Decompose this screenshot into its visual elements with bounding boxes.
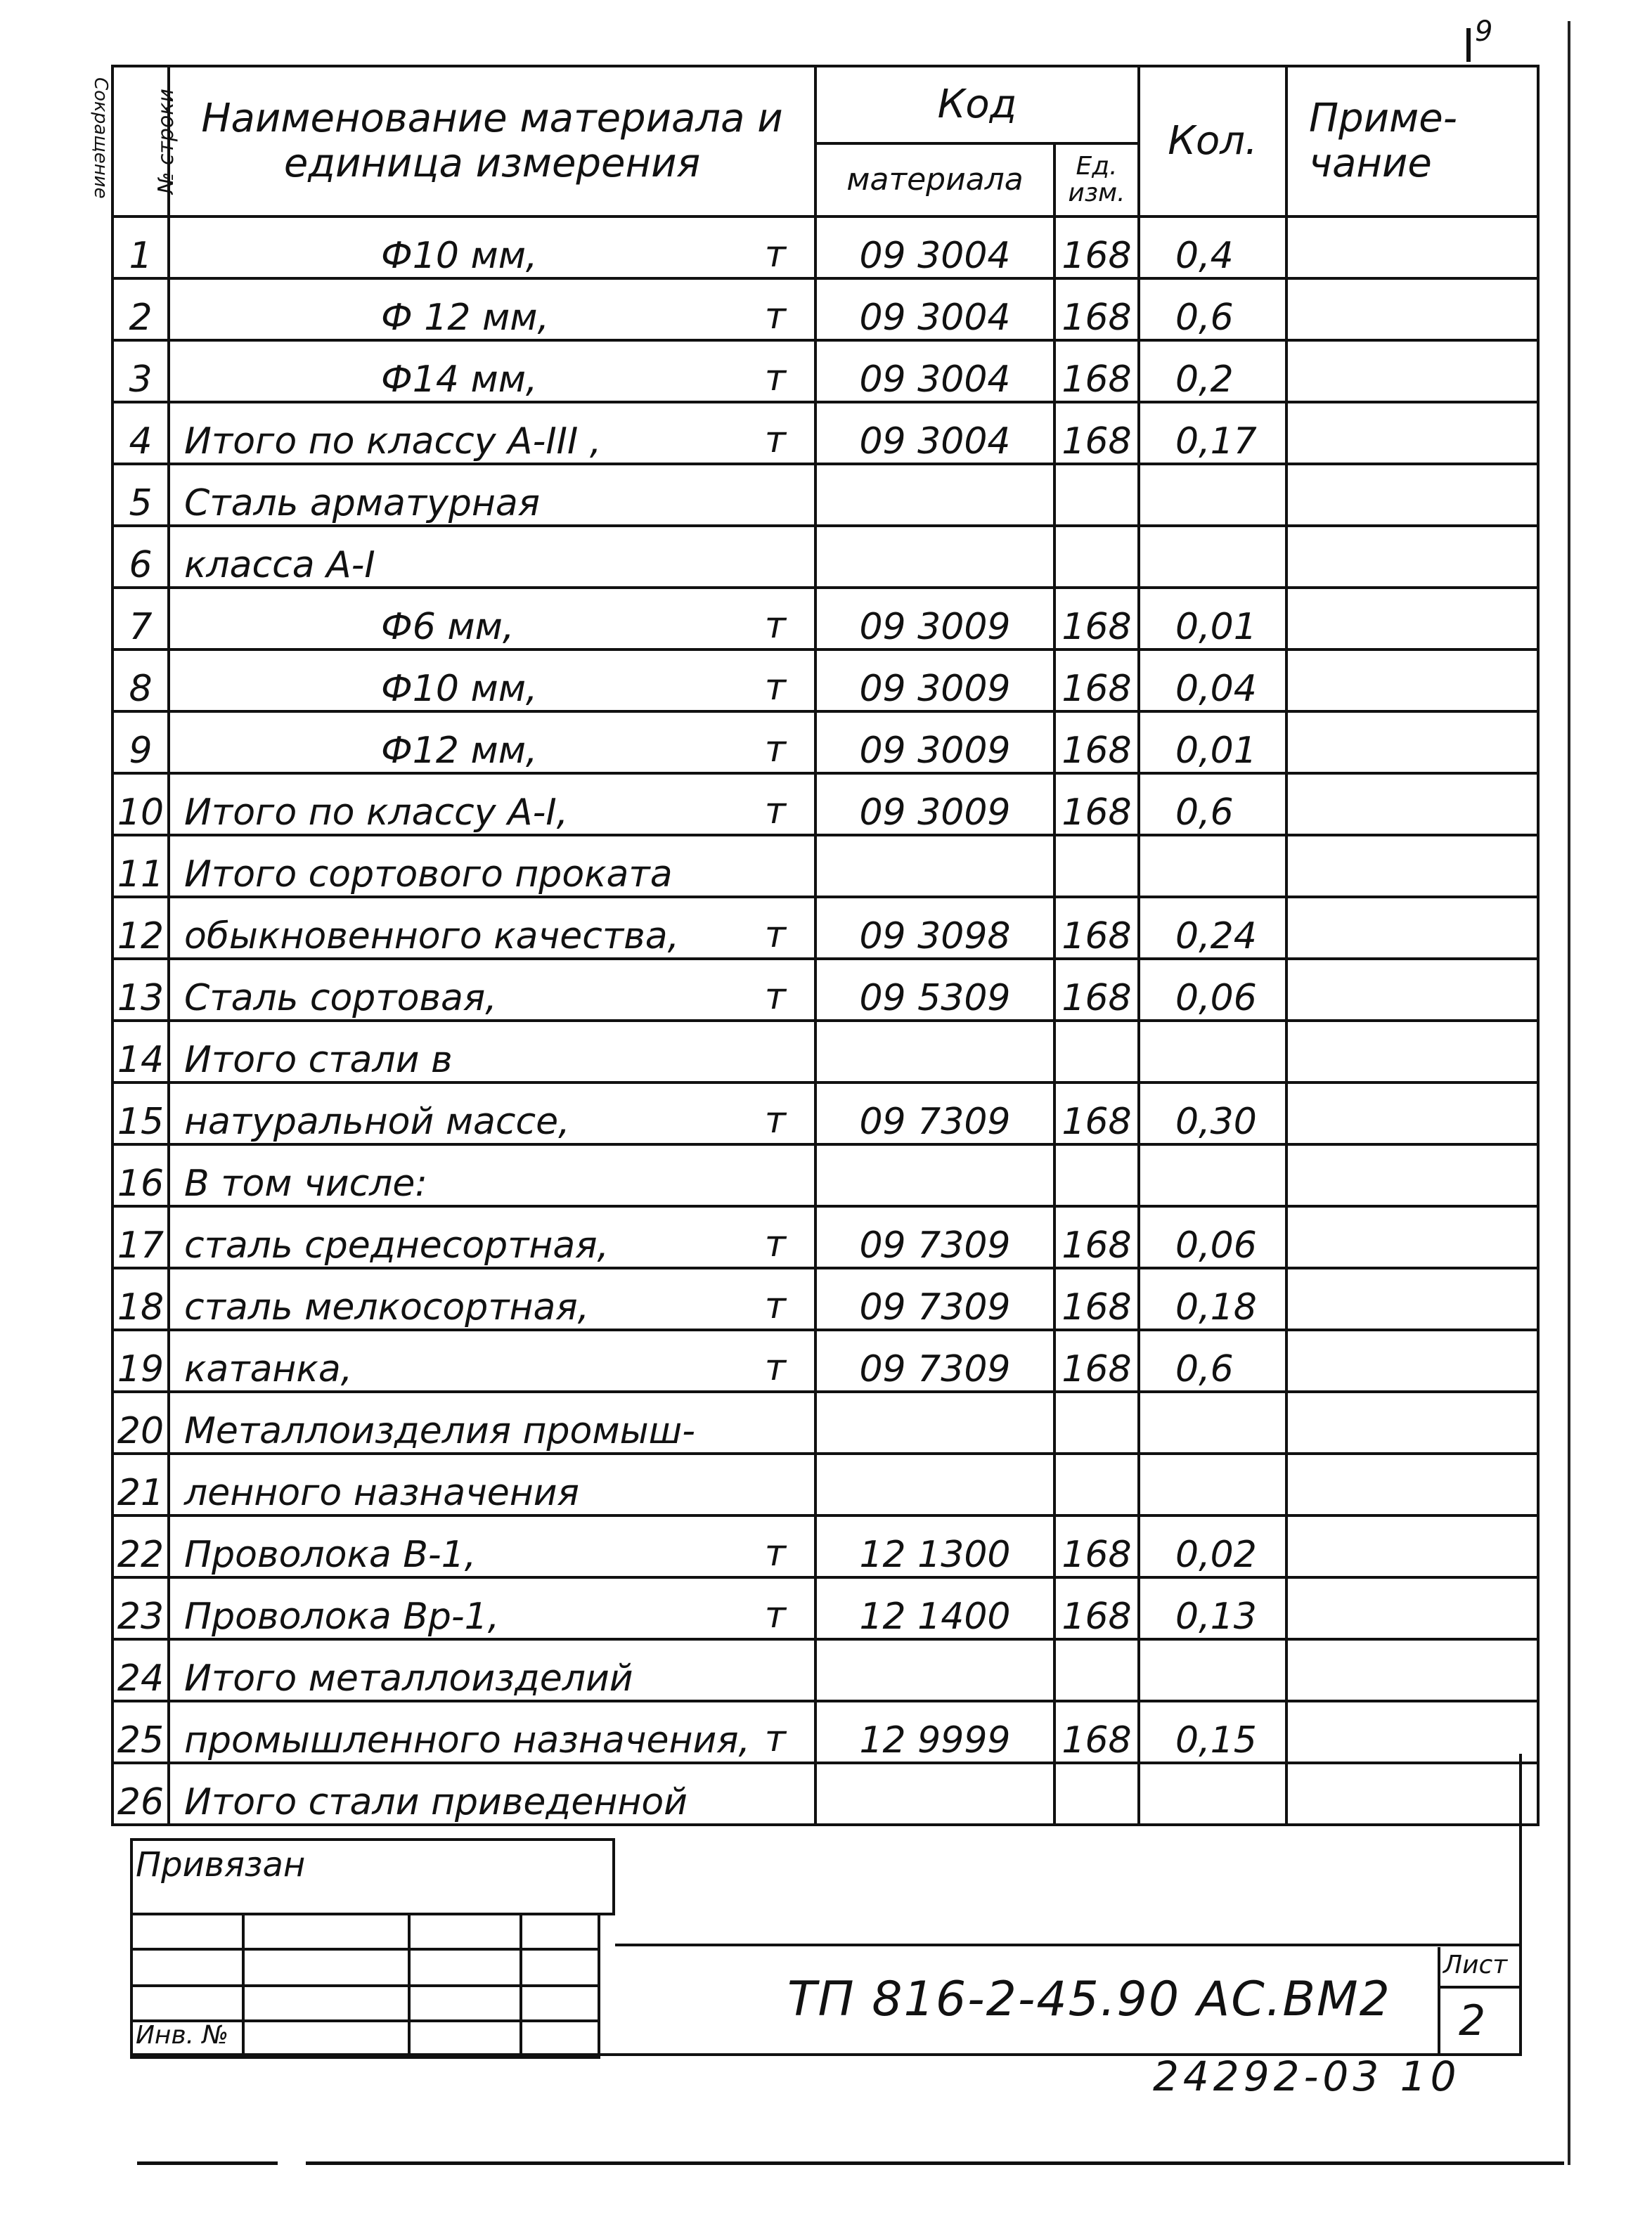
table-row (112, 1577, 1538, 1639)
quantity (1139, 1639, 1286, 1701)
material-code (815, 1021, 1054, 1082)
footer-line-right (306, 2161, 1564, 2165)
row-number: 9 (112, 711, 169, 773)
quantity: 0,4 (1139, 216, 1286, 278)
material-name-cell (169, 1577, 815, 1639)
unit-letter: т (764, 790, 786, 832)
material-code: 09 3009 (815, 588, 1054, 649)
row-number: 16 (112, 1144, 169, 1206)
sheet-label: Лист (1443, 1951, 1508, 1979)
row-number: 14 (112, 1021, 169, 1082)
note-cell (1286, 1144, 1538, 1206)
inventory-label: Инв. № (136, 2021, 229, 2050)
material-code: 09 7309 (815, 1330, 1054, 1392)
material-code: 09 3009 (815, 649, 1054, 711)
material-code (815, 1639, 1054, 1701)
material-code (815, 1454, 1054, 1515)
corner-page-number: 9 (1475, 15, 1493, 48)
material-name: сталь мелкосортная, (184, 1286, 590, 1329)
header-code-material: материала (815, 143, 1054, 216)
material-name-cell (169, 1515, 815, 1577)
table-row (112, 959, 1538, 1021)
corner-mark (1466, 28, 1471, 62)
unit-code (1054, 1639, 1139, 1701)
material-name: Ф10 мм, (381, 668, 538, 710)
material-code: 09 5309 (815, 959, 1054, 1021)
table-row (112, 1268, 1538, 1330)
stamp-top-line (615, 1944, 1522, 1946)
row-number: 17 (112, 1206, 169, 1268)
unit-code: 168 (1054, 1701, 1139, 1763)
unit-letter: т (764, 233, 786, 276)
header-row-no: № строки (112, 66, 169, 216)
materials-table (111, 65, 1540, 1826)
unit-code (1054, 1763, 1139, 1825)
table-row (112, 402, 1538, 464)
quantity: 0,6 (1139, 1330, 1286, 1392)
unit-letter: т (764, 666, 786, 709)
unit-letter: т (764, 1532, 786, 1575)
table-row (112, 526, 1538, 588)
material-name: Сталь арматурная (184, 482, 541, 524)
note-cell (1286, 1454, 1538, 1515)
material-name: Итого металлоизделий (184, 1657, 633, 1700)
unit-code: 168 (1054, 1206, 1139, 1268)
unit-letter: т (764, 1223, 786, 1265)
material-name-cell (169, 464, 815, 526)
quantity (1139, 835, 1286, 897)
row-number: 21 (112, 1454, 169, 1515)
table-row (112, 588, 1538, 649)
unit-code: 168 (1054, 340, 1139, 402)
header-note: Приме-чание (1286, 66, 1538, 216)
quantity (1139, 526, 1286, 588)
material-code: 09 3098 (815, 897, 1054, 959)
unit-letter: т (764, 728, 786, 770)
unit-code (1054, 526, 1139, 588)
material-code: 09 3009 (815, 711, 1054, 773)
material-code: 12 9999 (815, 1701, 1054, 1763)
unit-code: 168 (1054, 711, 1139, 773)
note-cell (1286, 1330, 1538, 1392)
note-cell (1286, 649, 1538, 711)
note-cell (1286, 959, 1538, 1021)
material-name: Итого по классу А-III , (184, 420, 602, 463)
table-row (112, 1639, 1538, 1701)
unit-code (1054, 1144, 1139, 1206)
material-name: Ф12 мм, (381, 730, 538, 772)
note-cell (1286, 1392, 1538, 1454)
table-row (112, 1082, 1538, 1144)
material-name: Итого сортового проката (184, 853, 673, 896)
quantity: 0,2 (1139, 340, 1286, 402)
material-code (815, 1763, 1054, 1825)
material-name: Итого стали в (184, 1039, 453, 1081)
unit-code: 168 (1054, 588, 1139, 649)
unit-code: 168 (1054, 1082, 1139, 1144)
note-cell (1286, 835, 1538, 897)
row-number: 26 (112, 1763, 169, 1825)
footer-line-left (137, 2161, 278, 2165)
material-name: Ф14 мм, (381, 358, 538, 401)
material-name: Итого стали приведенной (184, 1781, 688, 1823)
material-name-cell (169, 1701, 815, 1763)
quantity (1139, 1021, 1286, 1082)
material-code: 09 3004 (815, 278, 1054, 340)
unit-code: 168 (1054, 773, 1139, 835)
frame-right-border (1568, 21, 1570, 2165)
row-number: 19 (112, 1330, 169, 1392)
material-code: 09 3009 (815, 773, 1054, 835)
material-code (815, 835, 1054, 897)
material-code: 09 7309 (815, 1082, 1054, 1144)
material-name-cell (169, 588, 815, 649)
quantity: 0,01 (1139, 588, 1286, 649)
row-number: 11 (112, 835, 169, 897)
quantity: 0,6 (1139, 278, 1286, 340)
note-cell (1286, 1763, 1538, 1825)
note-cell (1286, 1021, 1538, 1082)
quantity: 0,06 (1139, 1206, 1286, 1268)
header-name: Наименование материала и единица измерения (169, 66, 815, 216)
side-label (62, 77, 111, 232)
material-name-cell (169, 1763, 815, 1825)
material-name-cell (169, 1206, 815, 1268)
row-number: 18 (112, 1268, 169, 1330)
document-code: ТП 816-2-45.90 АС.ВМ2 (787, 1972, 1391, 2027)
material-name-cell (169, 959, 815, 1021)
note-cell (1286, 340, 1538, 402)
side-label-text: Сокращение (90, 77, 111, 199)
header-qty: Кол. (1139, 66, 1286, 216)
quantity: 0,30 (1139, 1082, 1286, 1144)
material-name: Ф10 мм, (381, 235, 538, 277)
table-row (112, 711, 1538, 773)
table-row (112, 649, 1538, 711)
unit-code (1054, 1392, 1139, 1454)
table-row (112, 1206, 1538, 1268)
material-name-cell (169, 1268, 815, 1330)
quantity (1139, 1454, 1286, 1515)
unit-code: 168 (1054, 897, 1139, 959)
quantity (1139, 1144, 1286, 1206)
unit-code: 168 (1054, 1330, 1139, 1392)
unit-code: 168 (1054, 278, 1139, 340)
material-name: обыкновенного качества, (184, 915, 680, 957)
table-body (112, 216, 1538, 1825)
material-name-cell (169, 835, 815, 897)
note-cell (1286, 464, 1538, 526)
material-code: 09 3004 (815, 340, 1054, 402)
material-name-cell (169, 340, 815, 402)
material-name-cell (169, 216, 815, 278)
unit-code: 168 (1054, 216, 1139, 278)
material-code: 09 7309 (815, 1206, 1054, 1268)
material-name: Итого по классу А-I, (184, 791, 569, 834)
table-row (112, 1515, 1538, 1577)
row-number: 23 (112, 1577, 169, 1639)
unit-letter: т (764, 976, 786, 1018)
material-name-cell (169, 1392, 815, 1454)
material-name-cell (169, 649, 815, 711)
quantity: 0,18 (1139, 1268, 1286, 1330)
material-code: 12 1400 (815, 1577, 1054, 1639)
table-row (112, 1763, 1538, 1825)
unit-letter: т (764, 1718, 786, 1760)
bound-label: Привязан (136, 1845, 306, 1885)
material-name-cell (169, 711, 815, 773)
row-number: 8 (112, 649, 169, 711)
unit-code: 168 (1054, 402, 1139, 464)
unit-code (1054, 1021, 1139, 1082)
quantity: 0,15 (1139, 1701, 1286, 1763)
quantity: 0,17 (1139, 402, 1286, 464)
material-name-cell (169, 1021, 815, 1082)
table-row (112, 464, 1538, 526)
note-cell (1286, 1639, 1538, 1701)
material-code (815, 526, 1054, 588)
row-number: 13 (112, 959, 169, 1021)
unit-letter: т (764, 295, 786, 337)
note-cell (1286, 1206, 1538, 1268)
note-cell (1286, 773, 1538, 835)
unit-letter: т (764, 1347, 786, 1389)
material-name-cell (169, 1144, 815, 1206)
row-number: 1 (112, 216, 169, 278)
quantity (1139, 464, 1286, 526)
material-name-cell (169, 526, 815, 588)
quantity (1139, 1763, 1286, 1825)
unit-letter: т (764, 1594, 786, 1636)
material-name: Ф6 мм, (381, 606, 515, 648)
table-row (112, 340, 1538, 402)
unit-code: 168 (1054, 1268, 1139, 1330)
material-name: натуральной массе, (184, 1101, 570, 1143)
row-number: 20 (112, 1392, 169, 1454)
material-name: Сталь сортовая, (184, 977, 497, 1019)
material-name: Проволока Вр-1, (184, 1596, 500, 1638)
material-name: ленного назначения (184, 1472, 579, 1514)
material-code: 12 1300 (815, 1515, 1054, 1577)
material-name-cell (169, 1082, 815, 1144)
header-code: Код (815, 66, 1139, 143)
material-name-cell (169, 773, 815, 835)
unit-code: 168 (1054, 959, 1139, 1021)
quantity (1139, 1392, 1286, 1454)
unit-letter: т (764, 1285, 786, 1327)
quantity: 0,06 (1139, 959, 1286, 1021)
row-number: 12 (112, 897, 169, 959)
material-name-cell (169, 897, 815, 959)
sheet-divider (1438, 1986, 1522, 1989)
row-number: 5 (112, 464, 169, 526)
binding-box (130, 1838, 615, 2056)
table-row (112, 1144, 1538, 1206)
title-block (130, 1838, 1522, 2056)
table-row (112, 1330, 1538, 1392)
note-cell (1286, 588, 1538, 649)
material-code (815, 1144, 1054, 1206)
unit-code (1054, 1454, 1139, 1515)
note-cell (1286, 1701, 1538, 1763)
table-row (112, 897, 1538, 959)
note-cell (1286, 402, 1538, 464)
table-row (112, 835, 1538, 897)
quantity: 0,6 (1139, 773, 1286, 835)
note-cell (1286, 1577, 1538, 1639)
archive-number: 24292-03 10 (1153, 2053, 1461, 2100)
quantity: 0,04 (1139, 649, 1286, 711)
note-cell (1286, 897, 1538, 959)
material-name-cell (169, 1454, 815, 1515)
row-number: 25 (112, 1701, 169, 1763)
unit-letter: т (764, 605, 786, 647)
row-number: 4 (112, 402, 169, 464)
quantity: 0,01 (1139, 711, 1286, 773)
unit-code: 168 (1054, 1577, 1139, 1639)
note-cell (1286, 711, 1538, 773)
material-name: промышленного назначения, (184, 1719, 751, 1762)
row-number: 6 (112, 526, 169, 588)
material-name-cell (169, 1330, 815, 1392)
table-row (112, 1701, 1538, 1763)
unit-code (1054, 464, 1139, 526)
material-code: 09 3004 (815, 402, 1054, 464)
table-row (112, 773, 1538, 835)
material-name: катанка, (184, 1348, 353, 1390)
material-name-cell (169, 1639, 815, 1701)
material-name: Металлоизделия промыш- (184, 1410, 695, 1452)
material-code: 09 7309 (815, 1268, 1054, 1330)
material-name: Проволока В-1, (184, 1534, 477, 1576)
header-code-unit: Ед. изм. (1054, 143, 1139, 216)
note-cell (1286, 1082, 1538, 1144)
row-number: 3 (112, 340, 169, 402)
unit-letter: т (764, 357, 786, 399)
row-number: 22 (112, 1515, 169, 1577)
material-code (815, 1392, 1054, 1454)
table-row (112, 1392, 1538, 1454)
table-row (112, 1021, 1538, 1082)
table-row (112, 1454, 1538, 1515)
material-name-cell (169, 402, 815, 464)
unit-code (1054, 835, 1139, 897)
quantity: 0,02 (1139, 1515, 1286, 1577)
row-number: 24 (112, 1639, 169, 1701)
unit-letter: т (764, 419, 786, 461)
material-name: класса А-I (184, 544, 375, 586)
material-name: В том числе: (184, 1163, 427, 1205)
unit-letter: т (764, 914, 786, 956)
note-cell (1286, 1268, 1538, 1330)
row-number: 7 (112, 588, 169, 649)
table-row (112, 216, 1538, 278)
material-name: Ф 12 мм, (381, 297, 549, 339)
unit-letter: т (764, 1099, 786, 1142)
material-code (815, 464, 1054, 526)
note-cell (1286, 1515, 1538, 1577)
row-number: 10 (112, 773, 169, 835)
table-row (112, 278, 1538, 340)
sheet-number: 2 (1459, 1996, 1486, 2045)
quantity: 0,24 (1139, 897, 1286, 959)
note-cell (1286, 216, 1538, 278)
row-number: 2 (112, 278, 169, 340)
unit-code: 168 (1054, 649, 1139, 711)
row-number: 15 (112, 1082, 169, 1144)
note-cell (1286, 278, 1538, 340)
material-name: сталь среднесортная, (184, 1224, 609, 1267)
material-code: 09 3004 (815, 216, 1054, 278)
quantity: 0,13 (1139, 1577, 1286, 1639)
note-cell (1286, 526, 1538, 588)
unit-code: 168 (1054, 1515, 1139, 1577)
material-name-cell (169, 278, 815, 340)
